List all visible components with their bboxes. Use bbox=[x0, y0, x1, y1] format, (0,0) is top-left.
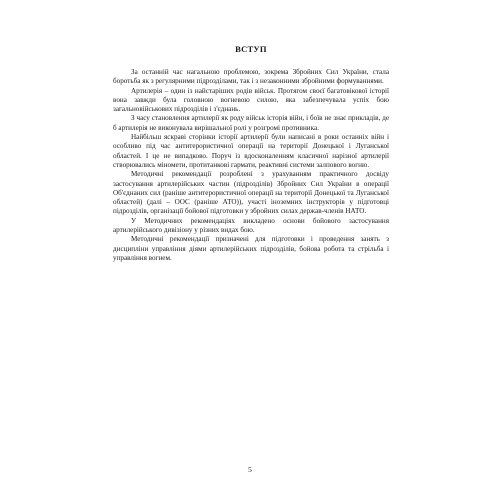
paragraph-1: За останній час нагальною проблемою, зокрема Збройних Сил України, стала боротьба як з регулярними підрозділами, так і з незаконними збройними формуваннями. bbox=[113, 68, 389, 86]
page-number: 5 bbox=[248, 465, 252, 474]
paragraph-4: Найбільш яскраві сторінки історії артилерії були написані в роки останніх війн і особливо під час антитерористичної операції на території Донецької і Луганської областей. І це не випадково. Поруч із вдосконаленням класичної нарізної артилерії створювались міномети, протитанкові гармати, реактивні системи залпового вогню. bbox=[113, 133, 389, 169]
page-content bbox=[113, 44, 389, 263]
paragraph-6: У Методичних рекомендаціях викладено основи бойового застосування артилерійського дивізіону у різних видах бою. bbox=[113, 216, 389, 235]
section-title: ВСТУП bbox=[235, 44, 267, 54]
paragraph-7: Методичні рекомендації призначені для підготовки і проведення занять з дисципліни управління діями артилерійських підрозділів, бойова робота та стрільба і управління вогнем. bbox=[113, 235, 389, 262]
paragraph-2: Артилерія – один із найстаріших родів військ. Протягом своєї багатовікової історії вона завжди була головною вогневою силою, яка забезпечувала успіх бою загальновійськових підрозділів і з'єднань. bbox=[113, 86, 389, 114]
paragraph-3: З часу становлення артилерії як роду військ історія війн, і боїв не знає прикладів, де б артилерія не виконувала вирішальної ролі у розгромі противника. bbox=[113, 114, 389, 132]
paragraph-5: Методичні рекомендації розроблені з урахуванням практичного досвіду застосування артилерійських частин (підрозділів) Збройних Сил України в операції Об'єднаних сил (раніше антитерористичної операції на території Донецької та Луганської областей) (далі – ООС (раніше АТО)), участі іноземних інструкторів у підготовці підрозділів, організації бойової підготовки у збройних силах держав-членів НАТО. bbox=[113, 170, 389, 216]
